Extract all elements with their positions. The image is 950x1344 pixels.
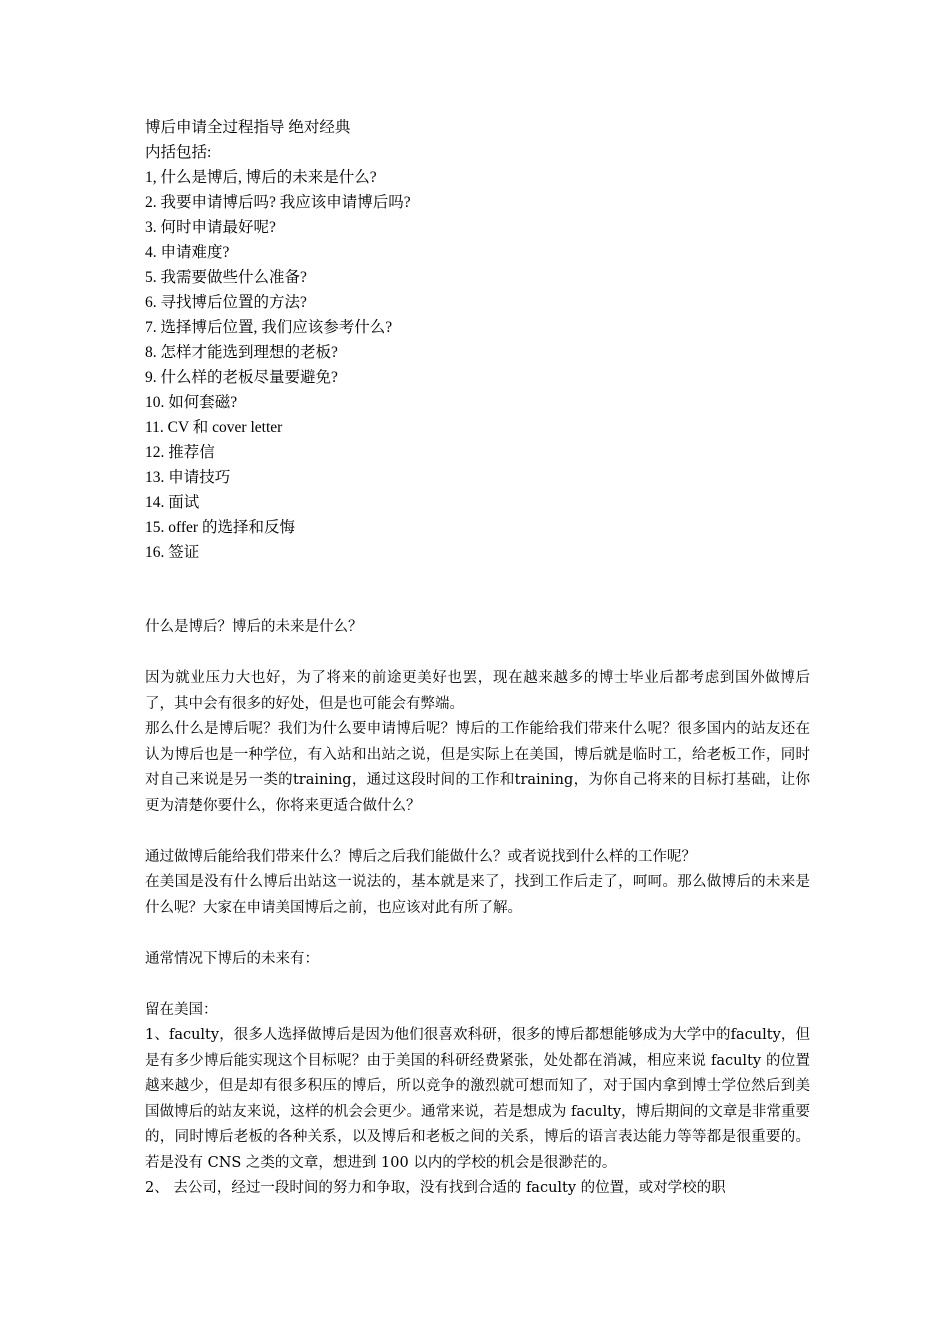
toc-item: 8. 怎样才能选到理想的老板? xyxy=(145,344,338,361)
toc-item: 9. 什么样的老板尽量要避免? xyxy=(145,369,338,386)
toc-intro: 内括包括: xyxy=(145,144,212,161)
paragraph: 在美国是没有什么博后出站这一说法的，基本就是来了，找到工作后走了，呵呵。那么做博后的未来是什么呢？大家在申请美国博后之前，也应该对此有所了解。 xyxy=(145,874,810,916)
paragraph: 那么什么是博后呢？我们为什么要申请博后呢？博后的工作能给我们带来什么呢？很多国内的站友还在认为博后也是一种学位，有入站和出站之说，但是实际上在美国，博后就是临时工，给老板工作，同时对自己来说是另一类的training，通过这段时间的工作和training，为你自己将来的目标打基础，让你更为清楚你要什么，你将来更适合做什么？ xyxy=(145,721,810,814)
spacer xyxy=(145,565,810,615)
list-item: 1、faculty，很多人选择做博后是因为他们很喜欢科研，很多的博后都想能够成为大学中的faculty，但是有多少博后能实现这个目标呢？由于美国的科研经费紧张，处处都在消减，相应来说 faculty 的位置越来越少，但是却有很多积压的博后，所以竞争的激烈就可想而知了，对于国内拿到博士学位然后到美国做博后的站友来说，这样的机会会更少。通常来说，若是想成为 faculty，博后期间的文章是非常重要的，同时博后老板的各种关系，以及博后和老板之间的关系，博后的语言表达能力等等都是很重要的。若是没有 CNS 之类的文章，想进到 100 以内的学校的机会是很渺茫的。 xyxy=(145,1027,810,1171)
toc-item: 14. 面试 xyxy=(145,494,200,511)
toc-item: 6. 寻找博后位置的方法? xyxy=(145,294,307,311)
toc-item: 15. offer 的选择和反悔 xyxy=(145,519,295,536)
subheading-stay-usa: 留在美国： xyxy=(145,1001,218,1018)
toc-item: 4. 申请难度? xyxy=(145,244,230,261)
toc-item: 10. 如何套磁? xyxy=(145,394,238,411)
section-heading: 什么是博后？博后的未来是什么？ xyxy=(145,619,363,635)
spacer xyxy=(145,641,810,667)
list-item: 2、 去公司，经过一段时间的努力和争取，没有找到合适的 faculty 的位置，或对学校的职 xyxy=(145,1180,726,1196)
toc-item: 3. 何时申请最好呢? xyxy=(145,219,276,236)
table-of-contents xyxy=(145,165,810,565)
toc-item: 16. 签证 xyxy=(145,544,200,561)
spacer xyxy=(145,819,810,845)
toc-item: 11. CV 和 cover letter xyxy=(145,419,283,436)
toc-item: 7. 选择博后位置, 我们应该参考什么? xyxy=(145,319,393,336)
toc-item: 2. 我要申请博后吗? 我应该申请博后吗? xyxy=(145,194,411,211)
toc-item: 13. 申请技巧 xyxy=(145,469,231,486)
paragraph: 因为就业压力大也好，为了将来的前途更美好也罢，现在越来越多的博士毕业后都考虑到国外做博后了，其中会有很多的好处，但是也可能会有弊端。 xyxy=(145,670,810,712)
toc-item: 5. 我需要做些什么准备? xyxy=(145,269,307,286)
toc-item: 12. 推荐信 xyxy=(145,444,215,461)
spacer xyxy=(145,921,810,947)
paragraph: 通过做博后能给我们带来什么？博后之后我们能做什么？或者说找到什么样的工作呢？ xyxy=(145,848,696,865)
document-page xyxy=(145,115,810,1202)
spacer xyxy=(145,972,810,998)
document-title: 博后申请全过程指导 绝对经典 xyxy=(145,119,351,136)
toc-item: 1, 什么是博后, 博后的未来是什么? xyxy=(145,169,377,186)
subheading-future: 通常情况下博后的未来有： xyxy=(145,950,319,967)
